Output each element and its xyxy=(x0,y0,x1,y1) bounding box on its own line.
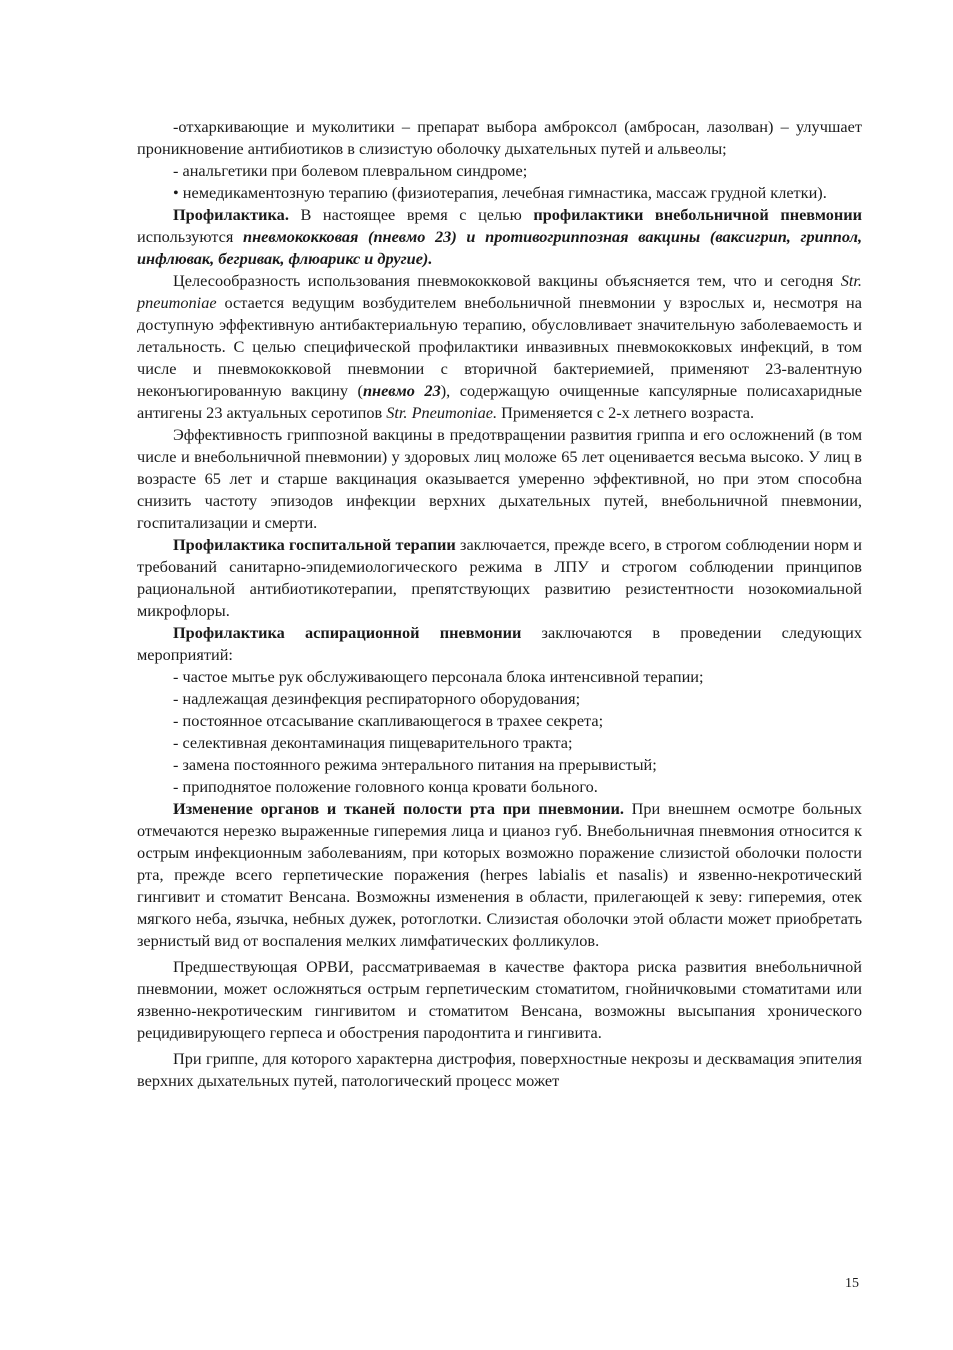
text-run: Предшествующая ОРВИ, рассматриваемая в качестве фактора риска развития внебольничной пневмонии, может осложняться острым герпетическим стоматитом, гнойничковыми стоматитами или язвенно-некротическим гингивитом и стоматитом Венсана, возможны высыпания хронического рецидивирующего герпеса и обострения пародонтита и гингивита. xyxy=(137,957,862,1042)
text-run: заключаются в проведении следующих мероприятий: xyxy=(137,623,863,664)
emphasized-text: Профилактика аспирационной пневмонии xyxy=(173,623,522,642)
text-run: - частое мытье рук обслуживающего персонала блока интенсивной терапии; xyxy=(173,667,704,686)
text-run: - постоянное отсасывание скапливающегося в трахее секрета; xyxy=(173,711,604,730)
text-run: - приподнятое положение головного конца кровати больного. xyxy=(173,777,598,796)
text-run: При гриппе, для которого характерна дистрофия, поверхностные некрозы и десквамация эпителия верхних дыхательных путей, патологический процесс может xyxy=(137,1049,862,1090)
text-run: Применяется с 2-х летнего возраста. xyxy=(497,403,755,422)
paragraph xyxy=(137,956,862,1044)
paragraph xyxy=(137,688,862,710)
text-run: - селективная деконтаминация пищеварительного тракта; xyxy=(173,733,573,752)
paragraph xyxy=(137,424,862,534)
text-run: заключается, прежде всего, в строгом соблюдении норм и требований санитарно-эпидемиологического режима в ЛПУ и строгом соблюдении принципов рациональной антибиотикотерапии, препятствующих развитию резистентности нозокомиальной микрофлоры. xyxy=(137,535,863,620)
text-run: -отхаркивающие и муколитики – препарат выбора амброксол (амбросан, лазолван) – улучшает проникновение антибиотиков в слизистую оболочку дыхательных путей и альвеолы; xyxy=(137,117,862,158)
text-run: - замена постоянного режима энтерального питания на прерывистый; xyxy=(173,755,657,774)
paragraph xyxy=(137,622,862,666)
text-run: При внешнем осмотре больных отмечаются нерезко выраженные гиперемия лица и цианоз губ. Внебольничная пневмония относится к острым инфекционным заболеваниям, при которых возможно поражение слизистой оболочки полости рта, прежде всего герпетические поражения (herpes labialis et nasalis) и язвенно-некротический гингивит и стоматит Венсана. Возможны изменения в области, прилегающей к зеву: гиперемия, отек мягкого неба, язычка, небных дужек, ротоглотки. Слизистая оболочки этой области может приобретать зернистый вид от воспаления мелких лимфатических фолликулов. xyxy=(137,799,862,950)
text-run: • немедикаментозную терапию (физиотерапия, лечебная гимнастика, массаж грудной клетки). xyxy=(173,183,827,202)
paragraph xyxy=(137,182,862,204)
document-body xyxy=(137,116,862,1092)
emphasized-text: Str. pneumoniae xyxy=(137,271,862,312)
text-run: В настоящее время с целью xyxy=(288,205,534,224)
text-run: Эффективность гриппозной вакцины в предотвращении развития гриппа и его осложнений (в том числе и внебольничной пневмонии) у здоровых лиц моложе 65 лет оценивается весьма высоко. У лиц в возрасте 65 лет и старше вакцинация оказывается умеренно эффективной, но при этом способна снизить частоту эпизодов инфекции верхних дыхательных путей, внебольничной пневмонии, госпитализации и смерти. xyxy=(137,425,862,532)
text-run: ), содержащую очищенные капсулярные полисахаридные антигены 23 актуальных серотипов xyxy=(137,381,863,422)
paragraph xyxy=(137,798,862,952)
text-run: Целесообразность использования пневмококковой вакцины объясняется тем, что и сегодня xyxy=(173,271,841,290)
emphasized-text: пневмококковая (пневмо 23) и противогриппозная вакцины (ваксигрип, гриппол, инфлювак, бегривак, флюарикс и другие). xyxy=(137,227,863,268)
paragraph xyxy=(137,116,862,160)
emphasized-text: Str. Pneumoniae. xyxy=(386,403,498,422)
paragraph xyxy=(137,160,862,182)
page-number: 15 xyxy=(845,1276,859,1291)
paragraph xyxy=(137,754,862,776)
paragraph xyxy=(137,270,862,424)
emphasized-text: Изменение органов и тканей полости рта при пневмонии. xyxy=(173,799,624,818)
emphasized-text: профилактики внебольничной пневмонии xyxy=(533,205,862,224)
emphasized-text: Профилактика госпитальной терапии xyxy=(173,535,456,554)
text-run: используются xyxy=(137,227,244,246)
text-run: - анальгетики при болевом плевральном синдроме; xyxy=(173,161,528,180)
paragraph xyxy=(137,1048,862,1092)
text-run: остается ведущим возбудителем внебольничной пневмонии у взрослых и, несмотря на доступную эффективную антибактериальную терапию, обусловливает значительную заболеваемость и летальность. С целью специфической профилактики инвазивных пневмококковых инфекций, в том числе и пневмококковой пневмонии с вторичной бактериемией, применяют 23-валентную неконъюгированную вакцину ( xyxy=(137,293,862,400)
emphasized-text: пневмо 23 xyxy=(362,381,441,400)
emphasized-text: Профилактика. xyxy=(173,205,289,224)
text-run: - надлежащая дезинфекция респираторного оборудования; xyxy=(173,689,581,708)
paragraph xyxy=(137,534,862,622)
paragraph xyxy=(137,732,862,754)
paragraph xyxy=(137,204,862,270)
paragraph xyxy=(137,710,862,732)
paragraph xyxy=(137,666,862,688)
paragraph xyxy=(137,776,862,798)
